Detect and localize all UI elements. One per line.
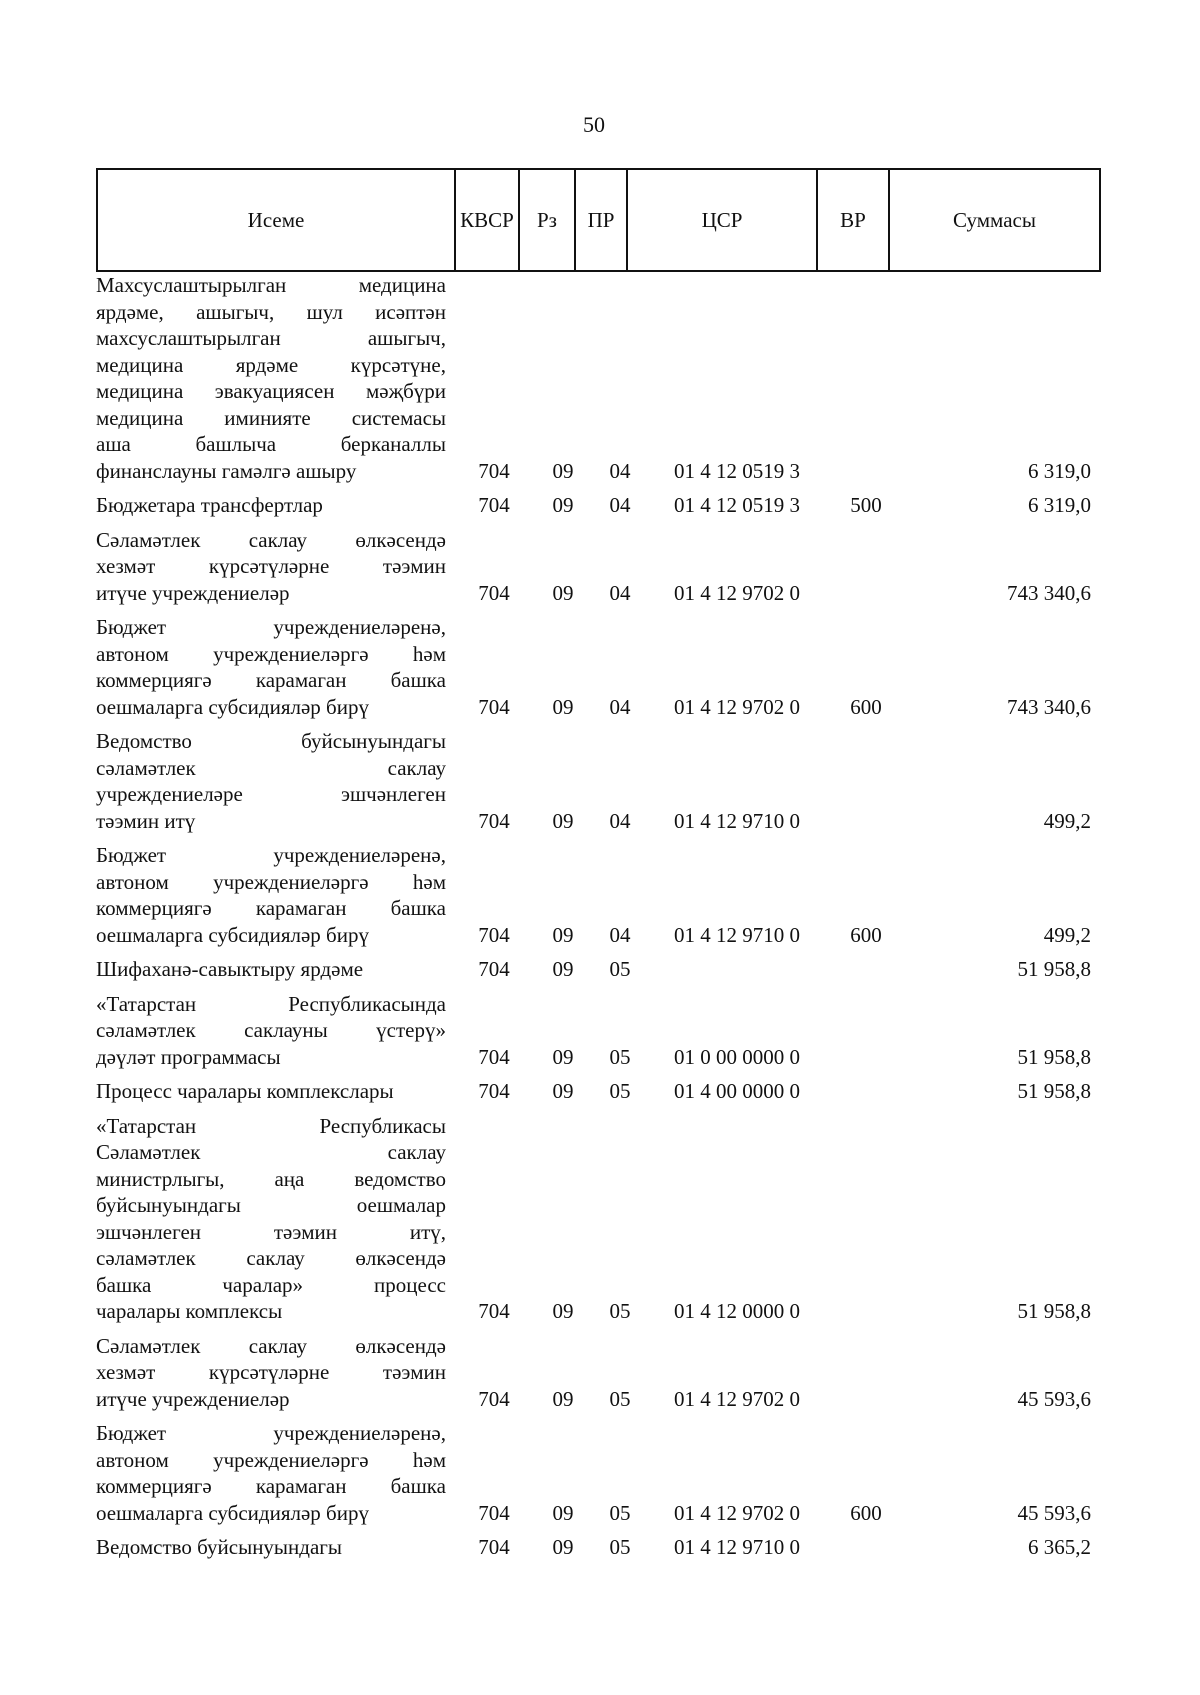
cell-rz: 09 — [552, 808, 574, 833]
cell-sum: 6 319,0 — [1028, 493, 1091, 517]
table-row — [96, 991, 1099, 1071]
row-name-line: буйсынуындагы оешмалар — [96, 1193, 446, 1217]
row-name — [96, 728, 446, 834]
row-name-line: сәламәтлек саклау — [96, 755, 446, 780]
row-name-line: Сәламәтлек саклау өлкәсендә — [96, 527, 446, 552]
row-name — [96, 1534, 446, 1561]
header-kvsr: КВСР — [455, 169, 519, 271]
cell-pr: 05 — [609, 1386, 631, 1411]
row-name-line: оешмаларга субсидияләр бирү — [96, 1500, 369, 1525]
cell-rz: 09 — [552, 1079, 574, 1103]
table-row — [96, 1113, 1099, 1325]
cell-kvsr: 704 — [478, 694, 510, 719]
row-name — [96, 991, 446, 1071]
cell-sum: 51 958,8 — [1017, 957, 1091, 981]
row-name-line: Сәламәтлек саклау өлкәсендә — [96, 1333, 446, 1358]
cell-pr: 04 — [609, 458, 631, 483]
cell-kvsr: 704 — [478, 1500, 510, 1525]
cell-sum: 45 593,6 — [1017, 1500, 1091, 1525]
row-name-line: коммерциягә карамаган башка — [96, 668, 446, 692]
row-name-line: итүче учреждениеләр — [96, 1386, 290, 1411]
row-name-line: Ведомство буйсынуындагы — [96, 729, 446, 753]
cell-vr: 600 — [850, 1500, 882, 1525]
row-name-line: «Татарстан Республикасында — [96, 991, 446, 1016]
cell-csr: 01 4 12 9710 0 — [674, 1535, 800, 1559]
cell-pr: 05 — [609, 1535, 631, 1559]
cell-csr: 01 4 12 9702 0 — [674, 1500, 800, 1525]
cell-kvsr: 704 — [478, 957, 510, 981]
cell-rz: 09 — [552, 1535, 574, 1559]
cell-csr: 01 4 00 0000 0 — [674, 1079, 800, 1103]
page-number: 50 — [583, 112, 605, 137]
row-name — [96, 842, 446, 948]
header-vr: ВР — [817, 169, 889, 271]
row-name-line: сәламәтлек саклауны үстерү» — [96, 1018, 446, 1042]
row-name-line: хезмәт күрсәтүләрне тәэмин — [96, 554, 446, 578]
cell-sum: 743 340,6 — [1007, 580, 1091, 605]
row-name-line: Бюджет учреждениеләренә, — [96, 1421, 446, 1445]
table-row — [96, 1333, 1099, 1413]
row-name-line: эшчәнлеген тәэмин итү, — [96, 1219, 446, 1244]
cell-kvsr: 704 — [478, 493, 510, 517]
cell-kvsr: 704 — [478, 1535, 510, 1559]
row-name — [96, 1078, 446, 1105]
cell-rz: 09 — [552, 1299, 574, 1323]
row-name-line: ярдәме, ашыгыч, шул исәптән — [96, 299, 446, 324]
row-name-line: медицина иминияте системасы — [96, 405, 446, 430]
row-name-line: коммерциягә карамаган башка — [96, 1474, 446, 1498]
row-name-line: аша башлыча берканаллы — [96, 432, 446, 456]
row-name-line: итүче учреждениеләр — [96, 580, 290, 605]
row-name-line: оешмаларга субсидияләр бирү — [96, 922, 369, 947]
header-pr: ПР — [575, 169, 627, 271]
row-name-line: чаралары комплексы — [96, 1299, 283, 1323]
table-row — [96, 956, 1099, 983]
header-csr: ЦСР — [627, 169, 817, 271]
row-name-line: министрлыгы, аңа ведомство — [96, 1166, 446, 1191]
row-name — [96, 1333, 446, 1413]
cell-rz: 09 — [552, 1044, 574, 1069]
row-name-line: Шифаханә-савыктыру ярдәме — [96, 957, 364, 981]
table-row — [96, 728, 1099, 834]
cell-sum: 499,2 — [1043, 922, 1091, 947]
cell-pr: 05 — [609, 957, 631, 981]
cell-kvsr: 704 — [478, 580, 510, 605]
row-name — [96, 527, 446, 607]
row-name-line: «Татарстан Республикасы — [96, 1113, 446, 1138]
cell-pr: 05 — [609, 1044, 631, 1069]
row-name-line: автоном учреждениеләргә һәм — [96, 1447, 446, 1472]
cell-sum: 6 319,0 — [1028, 458, 1091, 483]
row-name — [96, 1420, 446, 1526]
header-sum: Суммасы — [889, 169, 1100, 271]
cell-rz: 09 — [552, 694, 574, 719]
cell-rz: 09 — [552, 1386, 574, 1411]
cell-csr: 01 4 12 9702 0 — [674, 694, 800, 719]
table-body — [96, 272, 1099, 1569]
row-name-line: Бюджет учреждениеләренә, — [96, 843, 446, 867]
row-name-line: коммерциягә карамаган башка — [96, 896, 446, 920]
table-row — [96, 1420, 1099, 1526]
row-name-line: финанслауны гамәлгә ашыру — [96, 458, 357, 483]
cell-vr: 500 — [850, 493, 882, 517]
table-header — [96, 168, 1101, 272]
row-name-line: Сәламәтлек саклау — [96, 1140, 446, 1164]
row-name-line: автоном учреждениеләргә һәм — [96, 869, 446, 894]
row-name-line: Бюджет учреждениеләренә, — [96, 615, 446, 639]
cell-vr: 600 — [850, 694, 882, 719]
cell-pr: 04 — [609, 493, 631, 517]
row-name-line: оешмаларга субсидияләр бирү — [96, 694, 369, 719]
row-name-line: учреждениеләре эшчәнлеген — [96, 782, 446, 806]
cell-sum: 51 958,8 — [1017, 1299, 1091, 1323]
cell-pr: 04 — [609, 808, 631, 833]
cell-sum: 6 365,2 — [1028, 1535, 1091, 1559]
cell-rz: 09 — [552, 957, 574, 981]
row-name — [96, 492, 446, 519]
cell-csr: 01 4 12 0519 3 — [674, 458, 800, 483]
row-name-line: дәүләт программасы — [96, 1044, 281, 1069]
cell-rz: 09 — [552, 493, 574, 517]
cell-csr: 01 4 12 9710 0 — [674, 808, 800, 833]
table-row — [96, 272, 1099, 484]
cell-sum: 51 958,8 — [1017, 1079, 1091, 1103]
cell-csr: 01 4 12 9702 0 — [674, 580, 800, 605]
row-name-line: Махсуслаштырылган медицина — [96, 273, 446, 297]
cell-pr: 05 — [609, 1079, 631, 1103]
row-name-line: медицина ярдәме күрсәтүне, — [96, 352, 446, 377]
row-name — [96, 614, 446, 720]
cell-kvsr: 704 — [478, 1299, 510, 1323]
table-row — [96, 1534, 1099, 1561]
table-row — [96, 842, 1099, 948]
cell-rz: 09 — [552, 458, 574, 483]
cell-csr: 01 4 12 9710 0 — [674, 922, 800, 947]
table-row — [96, 1078, 1099, 1105]
cell-kvsr: 704 — [478, 1386, 510, 1411]
cell-kvsr: 704 — [478, 922, 510, 947]
cell-kvsr: 704 — [478, 808, 510, 833]
cell-rz: 09 — [552, 580, 574, 605]
row-name — [96, 272, 446, 484]
cell-vr: 600 — [850, 922, 882, 947]
row-name — [96, 956, 446, 983]
row-name-line: Ведомство буйсынуындагы — [96, 1535, 343, 1559]
cell-pr: 04 — [609, 580, 631, 605]
cell-kvsr: 704 — [478, 1079, 510, 1103]
row-name-line: махсуслаштырылган ашыгыч, — [96, 326, 446, 350]
row-name-line: хезмәт күрсәтүләрне тәэмин — [96, 1360, 446, 1384]
row-name-line: тәэмин итү — [96, 808, 196, 833]
table-row — [96, 492, 1099, 519]
cell-pr: 05 — [609, 1500, 631, 1525]
cell-pr: 04 — [609, 694, 631, 719]
cell-sum: 499,2 — [1043, 808, 1091, 833]
cell-rz: 09 — [552, 1500, 574, 1525]
cell-pr: 04 — [609, 922, 631, 947]
cell-sum: 45 593,6 — [1017, 1386, 1091, 1411]
cell-csr: 01 4 12 9702 0 — [674, 1386, 800, 1411]
cell-sum: 743 340,6 — [1007, 694, 1091, 719]
cell-kvsr: 704 — [478, 458, 510, 483]
table-row — [96, 614, 1099, 720]
row-name-line: сәламәтлек саклау өлкәсендә — [96, 1246, 446, 1270]
table-row — [96, 527, 1099, 607]
cell-csr: 01 4 12 0519 3 — [674, 493, 800, 517]
row-name-line: Бюджетара трансфертлар — [96, 493, 323, 517]
cell-sum: 51 958,8 — [1017, 1044, 1091, 1069]
header-name: Исеме — [97, 169, 455, 271]
row-name-line: медицина эвакуациясен мәҗбүри — [96, 379, 446, 403]
cell-csr: 01 4 12 0000 0 — [674, 1299, 800, 1323]
cell-kvsr: 704 — [478, 1044, 510, 1069]
row-name-line: автоном учреждениеләргә һәм — [96, 641, 446, 666]
cell-pr: 05 — [609, 1299, 631, 1323]
cell-csr: 01 0 00 0000 0 — [674, 1044, 800, 1069]
cell-rz: 09 — [552, 922, 574, 947]
row-name-line: Процесс чаралары комплекслары — [96, 1079, 394, 1103]
header-rz: Рз — [519, 169, 575, 271]
row-name — [96, 1113, 446, 1325]
row-name-line: башка чаралар» процесс — [96, 1272, 446, 1297]
